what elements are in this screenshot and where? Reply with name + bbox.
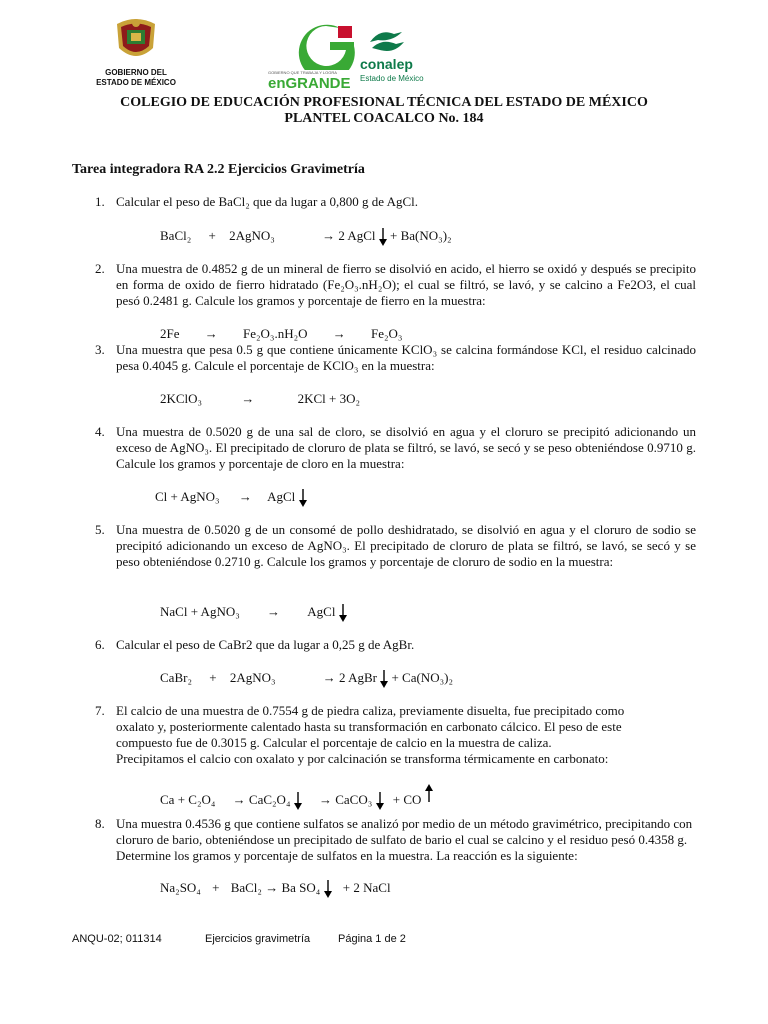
engrande-text: enGRANDE xyxy=(268,75,351,92)
eq-term: BaCl₂ xyxy=(160,228,192,243)
eq-term: + Ca(NO₃)₂ xyxy=(391,670,453,685)
eq-term: AgCl xyxy=(267,489,296,504)
eq-arrow: → xyxy=(204,326,218,341)
eq-term: Fe₂O₃ xyxy=(371,326,403,341)
eq-arrow: → xyxy=(241,391,255,406)
problem-text: El calcio de una muestra de 0.7554 g de piedra caliza, previamente disuelta, fue precipitado como oxalato y, posteriormente calentado hasta su transformación en carbonato cálcico. El peso de este compuesto fue de 0.3015 g. Calcular el porcentaje de calcio en la muestra de caliza. xyxy=(116,703,625,750)
engrande-logo xyxy=(268,22,368,94)
eq-arrow: → xyxy=(318,792,332,807)
eq-term: 2 AgCl xyxy=(338,228,376,243)
eq-term: NaCl + AgNO₃ xyxy=(160,604,240,619)
eq-term: 2Fe xyxy=(160,326,180,341)
problem-number: 6. xyxy=(95,637,105,652)
eq-term: Fe₂O₃.nH₂O xyxy=(243,326,308,341)
eq-arrow: → xyxy=(322,670,336,685)
eq-term: + 2 NaCl xyxy=(342,880,391,895)
eq-term: CaBr₂ xyxy=(160,670,192,685)
coat-of-arms-icon xyxy=(111,18,161,64)
eq-term: Cl + AgNO₃ xyxy=(155,489,220,504)
eq-term: CaCO₃ xyxy=(335,792,373,807)
problem-number: 7. xyxy=(95,703,105,718)
equation-3 xyxy=(160,391,360,407)
document-title: Tarea integradora RA 2.2 Ejercicios Gravimetría xyxy=(72,162,365,177)
problem-text: Una muestra de 0.5020 g de una sal de cloro, se disolvió en agua y el cloruro se precipitó adicionando un exceso de AgNO₃. El precipitado de cloruro de plata se filtró, se lavó, se secó y se peso obteniéndose 0.9710 g. Calcule los gramos y porcentaje de cloro en la muestra: xyxy=(116,424,696,471)
gas-arrow-icon xyxy=(425,784,433,802)
eq-term: Ba SO₄ xyxy=(281,880,321,895)
equation-7 xyxy=(160,784,433,810)
equation-1 xyxy=(160,228,452,246)
problem-number: 4. xyxy=(95,424,105,439)
problem-number: 2. xyxy=(95,261,105,276)
problem-number: 1. xyxy=(95,194,105,209)
problem-text: Una muestra de 0.5020 g de un consomé de pollo deshidratado, se disolvió en agua y el cloruro de sodio se precipitó adicionando un exceso de AgNO₃. El precipitado de cloruro de plata se filtró, se lavó, se secó y se peso obteniéndose 0.2710 g. Calcule los gramos y porcentaje de cloruro de sodio en la muestra: xyxy=(116,522,696,569)
eq-term: 2KClO₃ xyxy=(160,391,203,406)
eq-arrow: → xyxy=(238,489,252,504)
conalep-icon xyxy=(366,28,406,54)
eq-plus: + xyxy=(208,228,216,243)
problem-text-2: Precipitamos el calcio con oxalato y por calcinación se transforma térmicamente en carbonato: xyxy=(116,751,609,766)
conalep-subtext: Estado de México xyxy=(360,74,424,83)
precipitate-arrow-icon xyxy=(380,670,388,688)
engrande-small-text: GOBIERNO QUE TRABAJA Y LOGRA xyxy=(268,70,337,75)
eq-term: 2AgNO₃ xyxy=(229,228,275,243)
precipitate-arrow-icon xyxy=(339,604,347,622)
eq-arrow: → xyxy=(332,326,346,341)
gobierno-logo xyxy=(96,18,176,96)
conalep-logo xyxy=(360,28,430,92)
problem-text: Una muestra 0.4536 g que contiene sulfatos se analizó por medio de un método gravimétrico, precipitando con cloruro de bario, obteniéndose un precipitado de sulfato de bario el cual se calcino y el residuo pesó 0.4358 g. Determine los gramos y porcentaje de sulfatos en la muestra. La reacción es la siguiente: xyxy=(116,816,693,863)
eq-term: + CO xyxy=(392,792,422,807)
eq-term: BaCl₂ xyxy=(230,880,262,895)
eq-term: 2AgNO₃ xyxy=(229,670,276,685)
precipitate-arrow-icon xyxy=(379,228,387,246)
problem-text: Calcular el peso de BaCl₂ que da lugar a 0,800 g de AgCl. xyxy=(116,194,419,209)
eq-arrow: → xyxy=(267,604,281,619)
eq-plus: + xyxy=(209,670,217,685)
problem-text: Calcular el peso de CaBr2 que da lugar a 0,25 g de AgBr. xyxy=(116,637,415,652)
eq-arrow: → xyxy=(265,880,279,895)
problem-number: 5. xyxy=(95,522,105,537)
problem-text: Una muestra de 0.4852 g de un mineral de fierro se disolvió en acido, el hierro se oxidó y después se precipito en forma de oxido de fierro hidratado (Fe₂O₃.nH₂O); el cual se filtró, se lavó, y se calcino a Fe2O3, el cual pesó 0.2481 g. Calcule los gramos y porcentaje de fierro en la muestra: xyxy=(116,261,696,308)
equation-4 xyxy=(155,489,307,507)
institution-name: COLEGIO DE EDUCACIÓN PROFESIONAL TÉCNICA DEL ESTADO DE MÉXICO xyxy=(120,95,648,110)
campus-name: PLANTEL COACALCO No. 184 xyxy=(284,111,484,126)
eq-term: Ca + C₂O₄ xyxy=(160,792,216,807)
gobierno-line1: GOBIERNO DEL xyxy=(105,68,167,77)
precipitate-arrow-icon xyxy=(376,792,384,810)
gobierno-line2: ESTADO DE MÉXICO xyxy=(96,78,176,87)
eq-term: AgCl xyxy=(307,604,336,619)
precipitate-arrow-icon xyxy=(324,880,332,898)
problem-number: 3. xyxy=(95,342,105,357)
precipitate-arrow-icon xyxy=(294,792,302,810)
footer-page: Página 1 de 2 xyxy=(338,933,406,945)
eq-term: Na₂SO₄ xyxy=(160,880,201,895)
eq-term: CaC₂O₄ xyxy=(248,792,291,807)
problem-number: 8. xyxy=(95,816,105,831)
eq-arrow: → xyxy=(322,228,336,243)
equation-8 xyxy=(160,880,391,898)
eq-arrow: → xyxy=(232,792,246,807)
eq-term: 2KCl + 3O₂ xyxy=(297,391,361,406)
engrande-g-icon xyxy=(296,22,356,70)
equation-2 xyxy=(160,326,402,342)
equation-6 xyxy=(160,670,453,688)
problem-text: Una muestra que pesa 0.5 g que contiene únicamente KClO₃ se calcina formándose KCl, el residuo calcinado pesa 0.4045 g. Calcule el porcentaje de KClO₃ en la muestra: xyxy=(116,342,696,373)
equation-5 xyxy=(160,604,347,622)
conalep-text: conalep xyxy=(360,56,413,72)
eq-term: + Ba(NO₃)₂ xyxy=(390,228,452,243)
footer-name: Ejercicios gravimetría xyxy=(205,933,311,945)
precipitate-arrow-icon xyxy=(299,489,307,507)
eq-term: 2 AgBr xyxy=(339,670,377,685)
eq-plus: + xyxy=(212,880,220,895)
footer-code: ANQU-02; 011314 xyxy=(72,933,162,945)
